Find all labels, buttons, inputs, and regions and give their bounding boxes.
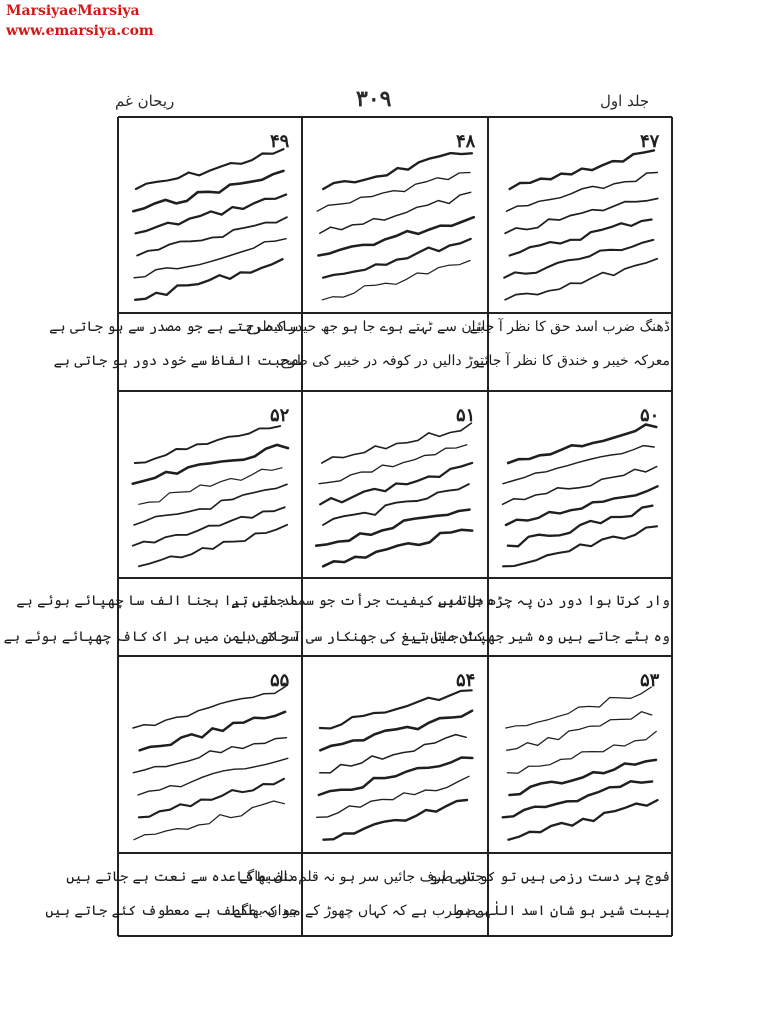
handwriting-stroke (317, 776, 469, 817)
handwriting-stroke (136, 149, 284, 189)
handwriting-stroke (323, 153, 472, 189)
handwriting-stroke (508, 425, 656, 464)
verse-row3-right-line1: فوج پر دست رزمی ہیں تو کو تاہی ہو (429, 869, 670, 885)
verse-row2-middle-line2: کان میں تیغ کی جھنکار سی آ جاتی ہے (235, 629, 484, 645)
stanza-number: ۵۳ (640, 670, 660, 691)
handwriting-stroke (320, 711, 472, 751)
handwriting-stroke (320, 192, 471, 233)
stanza-number: ۴۸ (456, 131, 476, 152)
handwriting-stroke (507, 712, 652, 751)
handwriting-stroke (504, 240, 653, 278)
handwriting-stroke (322, 261, 470, 300)
stanza-number: ۴۹ (270, 131, 290, 152)
stanza-number: ۵۴ (456, 670, 476, 691)
handwriting-stroke (140, 712, 286, 751)
verse-row2-middle-line1: دل میں کیفیت جرأت جو سما جاتی ہے (231, 593, 484, 609)
handwriting-stroke (503, 526, 657, 566)
stanza-number: ۵۲ (270, 405, 290, 426)
verse-row3-middle-line1: جس طرف جائیں سر ہو نہ قلم دال بھاگے (239, 869, 484, 885)
verse-row1-left-line1: سادہ رہتے ہے جو مصدر سے ہو جاتی ہے (49, 319, 298, 335)
verse-row2-left-line1: مد میں ترا ہجنا الف سا چھپائے ہوئے ہے (16, 593, 298, 609)
handwriting-stroke (323, 800, 467, 840)
handwriting-stroke (320, 690, 472, 728)
verse-row2-right-line1: وار کرتا ہوا دور دن پہ چڑھ جاتا ہے (437, 593, 670, 609)
verse-row3-left-line2: جو کہ عاطف ہے معطوف کئے جاتے ہیں (45, 903, 298, 919)
watermark-url: www.emarsiya.com (6, 23, 154, 39)
handwriting-stroke (133, 445, 288, 484)
handwriting-stroke (319, 758, 473, 796)
verse-row1-right-line1: ڈھنگ ضرب اسد حق کا نظر آ جائے (469, 319, 670, 335)
volume-label: جلد اول (600, 92, 650, 110)
handwriting-stroke (320, 735, 466, 773)
handwriting-stroke (323, 530, 472, 567)
handwriting-stroke (506, 486, 658, 525)
handwriting-stroke (510, 150, 654, 189)
verse-row2-left-line2: سر کو دامن میں ہر اک کاف چھپائے ہوئے ہے (3, 629, 298, 645)
handwriting-stroke (138, 758, 288, 795)
stanza-number: ۵۱ (456, 405, 476, 426)
handwriting-stroke (320, 463, 472, 504)
book-title: ریحان غم (115, 92, 175, 110)
stanza-number: ۵۵ (270, 670, 290, 691)
verse-row3-middle-line2: مضطرب ہے کہ کہاں چھوڑ کے میدان بھاگے (233, 903, 484, 919)
handwriting-stroke (134, 239, 286, 278)
handwriting-stroke (318, 217, 473, 255)
watermark-title: MarsiyaeMarsiya (6, 3, 140, 19)
handwriting-stroke (508, 506, 653, 547)
verse-row1-left-line2: صحبت الفاظ سے خود دور ہو جاتی ہے (53, 353, 298, 369)
handwriting-stroke (506, 687, 652, 728)
page-number: ۳۰۹ (356, 86, 392, 112)
verse-row3-right-line2: ہیبت شیر ہو شان اسد اللٰہی ہو (454, 903, 670, 919)
handwriting-stroke (505, 199, 658, 234)
handwriting-stroke (323, 239, 471, 278)
handwriting-stroke (134, 801, 284, 840)
handwriting-stroke (322, 423, 472, 463)
handwriting-stroke (510, 760, 657, 795)
handwriting-stroke (316, 510, 469, 546)
handwriting-stroke (137, 217, 287, 255)
handwriting-stroke (507, 173, 658, 212)
handwriting-stroke (136, 195, 287, 234)
handwriting-stroke (510, 220, 652, 256)
verse-row3-left-line1: منضبط قاعدہ سے نعت ہے جاتے ہیں (66, 869, 298, 885)
handwriting-stroke (508, 800, 657, 840)
stanza-number: ۴۷ (640, 131, 660, 152)
handwriting-stroke (133, 507, 285, 546)
verse-row1-middle-line2: توڑ دالیں در کوفہ در خیبر کی طرح (279, 353, 484, 369)
handwriting-stroke (503, 467, 657, 505)
handwriting-stroke (133, 738, 286, 773)
handwriting-stroke (135, 259, 282, 300)
handwriting-stroke (319, 445, 467, 484)
handwriting-stroke (503, 781, 652, 817)
verse-row1-right-line2: معرکہ خیبر و خندق کا نظر آ جائے (476, 353, 670, 369)
verse-row1-middle-line1: بیان سے ٹہتے ہوے جا ہو جھ حیدر کیطرح (245, 319, 484, 335)
verse-row2-right-line2: وہ ہٹے جاتے ہیں وہ شیر جھپٹ جاتا ہے (412, 629, 670, 645)
handwriting-stroke (507, 731, 656, 773)
handwriting-stroke (133, 687, 286, 729)
handwriting-stroke (134, 484, 287, 525)
handwriting-stroke (139, 468, 282, 505)
handwriting-stroke (505, 259, 657, 300)
handwriting-stroke (133, 171, 283, 211)
handwriting-stroke (323, 484, 469, 525)
handwriting-stroke (317, 173, 470, 212)
handwriting-stroke (139, 779, 284, 818)
handwriting-stroke (503, 446, 654, 484)
stanza-number: ۵۰ (640, 405, 660, 426)
handwriting-stroke (139, 525, 287, 567)
handwriting-stroke (135, 426, 280, 463)
